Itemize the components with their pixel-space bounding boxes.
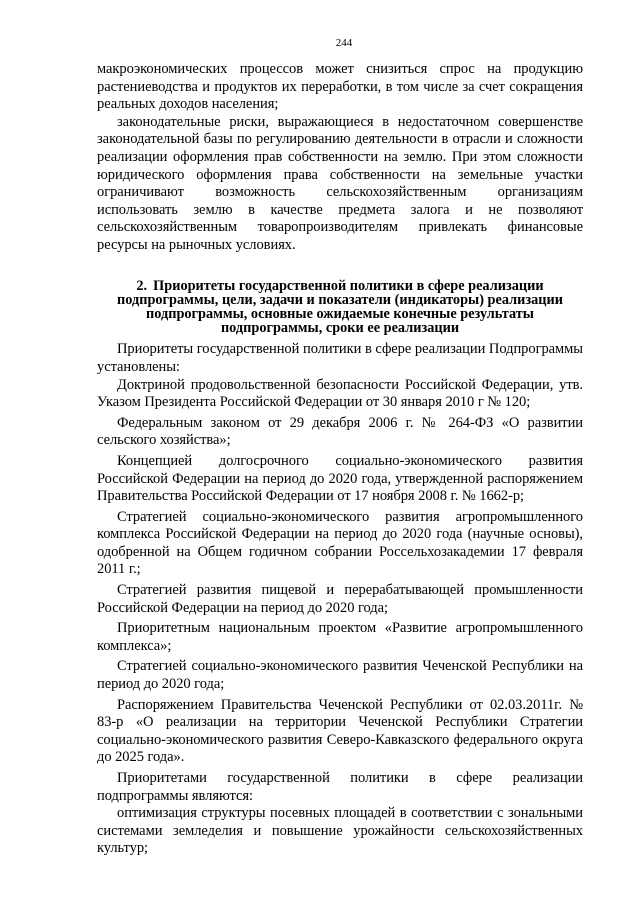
paragraph-federal-law: Федеральным законом от 29 декабря 2006 г. № 264-ФЗ «О развитии сельского хозяйства»; (97, 414, 583, 449)
paragraph-food-industry-strategy: Стратегией развития пищевой и перерабатывающей промышленности Российской Федерации на период до 2020 года; (97, 582, 583, 616)
section-number: 2. (136, 277, 148, 294)
paragraph-long-term-concept: Концепцией долгосрочного социально-экономического развития Российской Федерации на период до 2020 года, утвержденной распоряжением Правительства Российской Федерации от 17 ноября 2008 г. № 1662-р; (97, 452, 583, 505)
section-title: Приоритеты государственной политики в сфере реализации подпрограммы, цели, задачи и показатели (индикаторы) реализации подпрограммы, основные ожидаемые конечные результаты подпрограммы, сроки ее реализации (117, 277, 563, 337)
page-number: 244 (335, 37, 353, 49)
paragraph-intro-1: макроэкономических процессов может снизиться спрос на продукцию растениеводства и продуктов их переработки, в том числе за счет сокращения реальных доходов населения; (97, 61, 583, 113)
paragraph-priorities-list-intro: Приоритетами государственной политики в сфере реализации подпрограммы являются: (97, 770, 583, 804)
paragraph-crop-optimization: оптимизация структуры посевных площадей в соответствии с зональными системами земледелия и повышение урожайности сельскохозяйственных культур; (97, 805, 583, 857)
paragraph-intro-2: законодательные риски, выражающиеся в недостаточном совершенстве законодательной базы по регулированию деятельности в отрасли и сложности реализации оформления прав собственности на землю. При этом сложности юридического оформления права собственности на земельные участки ограничивают возможность сельскохозяйственным организациям использовать землю в качестве предмета залога и не позволяют сельскохозяйственным товаропроизводителям привлекать финансовые ресурсы на рыночных условиях. (97, 113, 583, 253)
paragraph-chechen-strategy: Стратегией социально-экономического развития Чеченской Республики на период до 2020 года; (97, 658, 583, 693)
paragraph-national-project: Приоритетным национальным проектом «Развитие агропромышленного комплекса»; (97, 620, 583, 654)
paragraph-priorities-intro: Приоритеты государственной политики в сфере реализации Подпрограммы установлены: (97, 341, 583, 375)
paragraph-chechen-order: Распоряжением Правительства Чеченской Республики от 02.03.2011г. № 83-р «О реализации на территории Чеченской Республики Стратегии социально-экономического развития Северо-Кавказского федерального округа до 2025 года». (97, 696, 583, 766)
section-heading (97, 279, 583, 336)
paragraph-food-security-doctrine: Доктриной продовольственной безопасности Российской Федерации, утв. Указом Президента Российской Федерации от 30 января 2010 г № 120; (97, 376, 583, 411)
paragraph-agro-strategy: Стратегией социально-экономического развития агропромышленного комплекса Российской Федерации на период до 2020 года (научные основы), одобренной на Общем годичном собрании Россельхозакадемии 17 февраля 2011 г.; (97, 508, 583, 578)
